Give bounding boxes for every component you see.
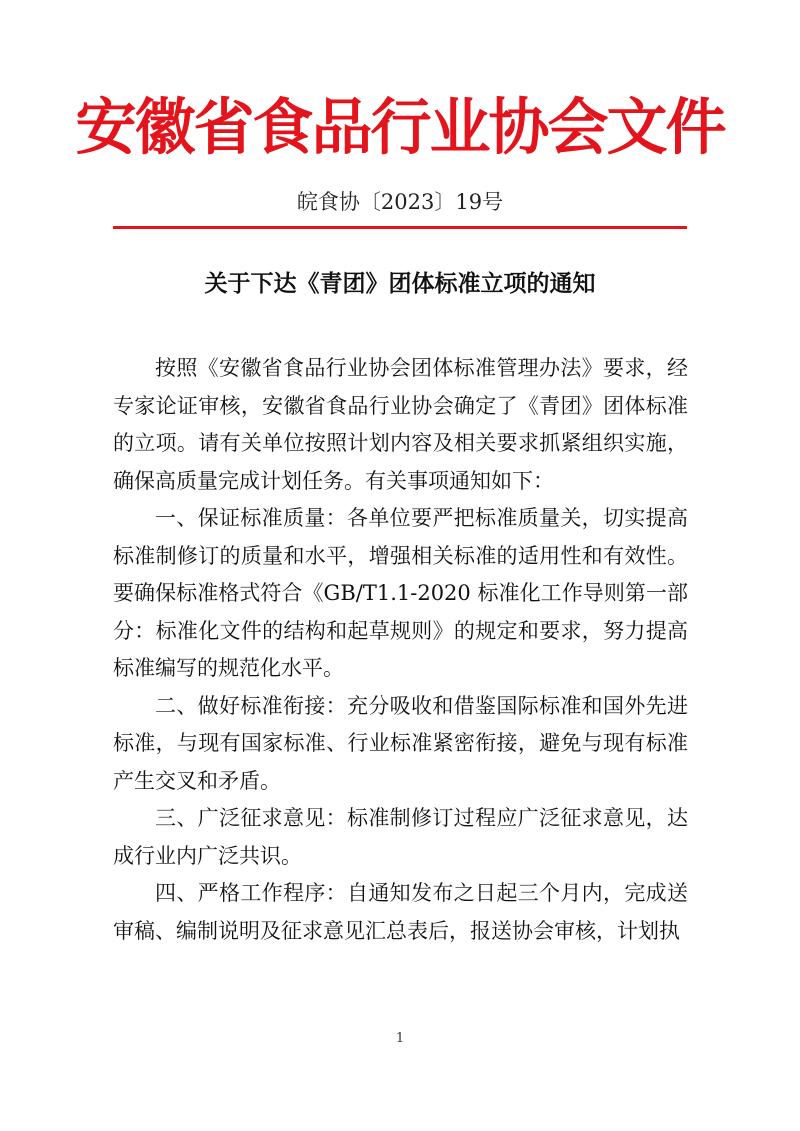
body-paragraph-alignment: 二、做好标准衔接：充分吸收和借鉴国际标准和国外先进标准，与现有国家标准、行业标准紧密衔接，避免与现有标准产生交叉和矛盾。 (113, 693, 688, 793)
document-header-title: 安徽省食品行业协会文件 (75, 92, 725, 163)
notice-title: 关于下达《青团》团体标准立项的通知 (204, 270, 596, 297)
body-paragraph-procedure: 四、严格工作程序：自通知发布之日起三个月内，完成送审稿、编制说明及征求意见汇总表后，报送协会审核，计划执 (113, 881, 688, 943)
body-paragraph-intro: 按照《安徽省食品行业协会团体标准管理办法》要求，经专家论证审核，安徽省食品行业协会确定了《青团》团体标准的立项。请有关单位按照计划内容及相关要求抓紧组织实施，确保高质量完成计划任务。有关事项通知如下： (113, 356, 688, 493)
body-paragraph-quality: 一、保证标准质量：各单位要严把标准质量关，切实提高标准制修订的质量和水平，增强相关标准的适用性和有效性。要确保标准格式符合《GB/T1.1-2020 标准化工作导则第一部分：标准化文件的结构和起草规则》的规定和要求，努力提高标准编写的规范化水平。 (113, 506, 688, 680)
page-number: 1 (395, 1031, 405, 1046)
document-number: 皖食协〔2023〕19号 (296, 190, 504, 214)
body-paragraph-consultation: 三、广泛征求意见：标准制修订过程应广泛征求意见，达成行业内广泛共识。 (113, 806, 688, 868)
notice-body (113, 350, 688, 950)
header-divider (113, 226, 687, 229)
